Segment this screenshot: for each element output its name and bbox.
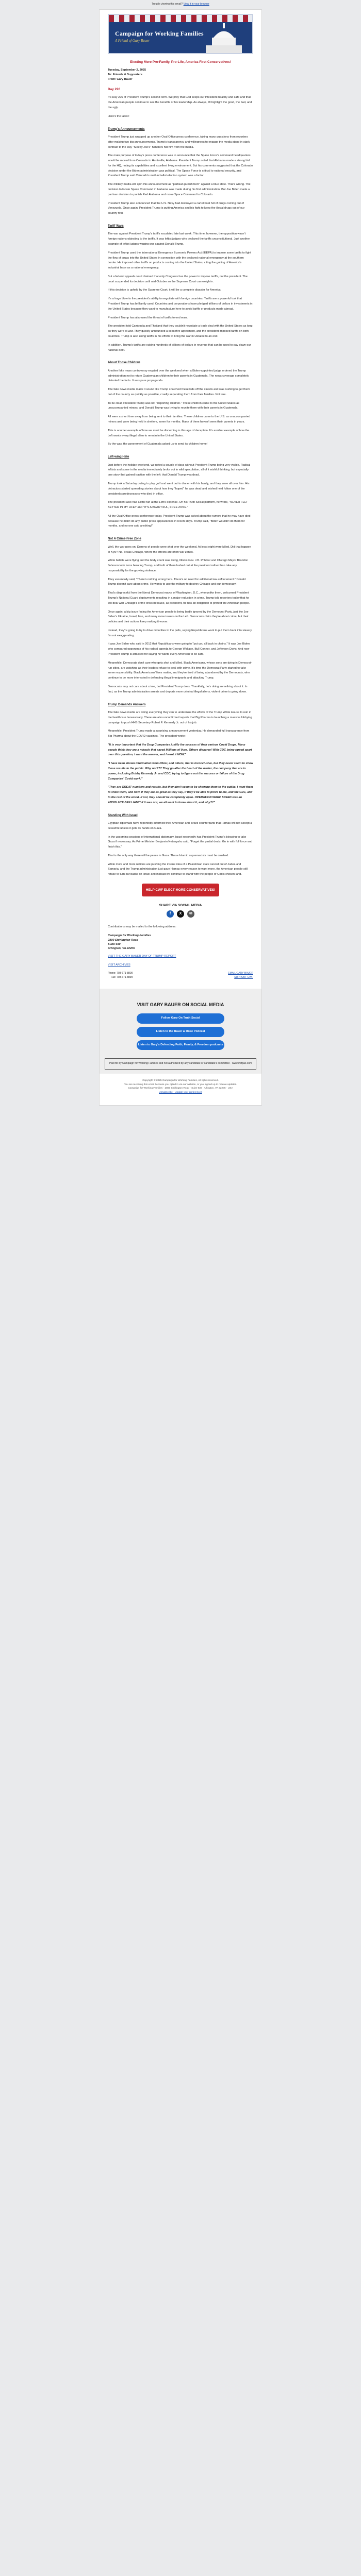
archives-link[interactable]: VISIT ARCHIVES [108, 963, 130, 967]
day-counter: Day 226 [108, 88, 121, 92]
social-follow-block [100, 989, 261, 1074]
bauer-rose-podcast-button[interactable]: Listen to the Bauer & Rose Podcast [137, 1027, 224, 1037]
section-heading: Standing With Israel [108, 814, 138, 817]
paragraph: Meanwhile, Democrats don't care who gets shot and killed. Black Americans, whose sons are dying in Democrat-run cities, are watching as their leaders refuse to deal with crime. It's time the Democrat Party started to take some responsibility. Black Americans' lives matter, and they're tired of being abandoned by the Democrats, who continue to be more interested in defending illegal immigrants and attacking Trump. [108, 661, 252, 680]
brand-name: Campaign for Working Families [115, 30, 204, 37]
section-heading: Trump's Announcements [108, 127, 145, 131]
section-heading: Left-wing Hate [108, 455, 129, 459]
paragraph: It was Joe Biden who said in 2012 that Republicans were going to "put you all back in chains." It was Joe Biden who compared opponents of his radical agenda to George Wallace, Bull Connor, and Jefferson Davis. And now President Trump is attacked for saying he wants every American to be safe. [108, 642, 250, 656]
quote: "They are GREAT numbers and results, but they don't seem to be showing them to the public. I want them to show them, and now. If they are as great as they say, if they'll be able to prove to me, and the CDC, and to the rest of the world. If not, they should be completely open. OPERATION WARP SPEED was an ABSOLUTE BRILLIANT! If it was not, we all want to know about it, and why??" [108, 786, 253, 804]
view-in-browser-bar [0, 0, 361, 9]
paragraph: Another fake news controversy erupted over the weekend when a Biden-appointed judge ordered the Trump administration not to return Guatemalan children to their parents in Guatemala. The news coverage completely distorted the facts. It was pure propaganda. [108, 369, 249, 383]
unsubscribe-link[interactable]: Unsubscribe · Update your preferences [159, 1091, 202, 1094]
address-line: Suite 930 [108, 943, 121, 946]
share-icons [108, 910, 253, 918]
memo-from: From: Gary Bauer [108, 77, 133, 81]
paragraph: Meanwhile, President Trump made a surprising announcement yesterday. He demanded full transparency from Big Pharma about the COVID vaccines. The president wrote: [108, 730, 250, 738]
paragraph: The war against President Trump's tariffs escalated late last week. This time, however, the opposition wasn't foreign nations objecting to the tariffs. It was leftist judges who declared the tariffs unconstitutional. Just another example of leftist judges waging war against Donald Trump. [108, 232, 250, 246]
quote: "It is very important that the Drug Companies justify the success of their various Covid Drugs. Many people think they are a miracle that saved Millions of lives. Others disagree! With CDC being ripped apart over this question, I want the answer, and I want it NOW." [108, 743, 252, 757]
paragraph: White ballots were flying and the body count was rising, Illinois Gov. J.B. Pritzker and Chicago Mayor Brandon Johnson took turns berating Trump, and both of them lashed out at the president rather than take any responsibility for the growing violence. [108, 559, 248, 572]
quote: "I have been shown information from Pfizer, and others, that is inconclusive, but they never seem to show these results to the public. Why not??? They go after the heart of the matter, the company that are in power, including Bobby Kennedy Jr. and CDC, trying to figure out the success or failure of the Drug Companies' Covid work." [108, 762, 253, 781]
paragraph: To be clear, President Trump was not "deporting children." These children came to the United States as unaccompanied minors, and Donald Trump was trying to reunite them with their parents in Guatemala. [108, 401, 240, 410]
paragraph: Well, the war goes on. Dozens of people were shot over the weekend. At least eight were killed. Did that happen in Kyiv? No. It was Chicago, where the streets are often war zones. [108, 545, 251, 554]
section-heading: Trump Demands Answers [108, 703, 146, 706]
paragraph: By the way, the government of Guatemala asked us to send its children home! [108, 443, 208, 446]
contact-info [108, 972, 253, 979]
paragraph: The president also had a little fun at the Left's expense. On his Truth Social platform, he wrote, "NEVER FELT BETTER IN MY LIFE!" and "IT'S A BEAUTIFUL, FREE ZONE." [108, 501, 248, 510]
email-icon[interactable]: ✉ [187, 910, 194, 918]
paragraph: But a federal appeals court claimed that only Congress has the power to impose tariffs, not the president. The court suspended its decision until mid-October so the Supreme Court can weigh in. [108, 275, 248, 283]
paragraph: In addition, Trump's tariffs are raising hundreds of billions of dollars in revenue that can be used to pay down our national debt. [108, 343, 251, 352]
flag-stripes [109, 15, 252, 22]
paragraph: Once again, a big issue facing the American people is being badly ignored by the Democrat Party, just like Joe Biden's Ukraine, Israel, Iran, and many more issues on the Left. Democrats claim they're about crime, but their policies and their actions keep making it worse. [108, 610, 249, 624]
phone-number: Phone: 703-671-8800 [108, 972, 133, 975]
brand-subtitle: A Friend of Gary Bauer [115, 39, 150, 43]
memo-to: To: Friends & Supporters [108, 73, 143, 76]
paragraph: All the Oval Office press conference today, President Trump was asked about the rumors that he may have died because he didn't do any public press appearances in recent days. Trump said, "Biden wouldn't do them for months, and no one said anything!" [108, 514, 251, 528]
paragraph: President Trump has also used the threat of tariffs to end wars. [108, 316, 188, 319]
paragraph: Egyptian diplomats have reportedly informed their American and Israeli counterparts that Hamas will not accept a ceasefire unless it gets its hands on Gaza. [108, 822, 252, 830]
org-address: Campaign for Working Families · 2800 Shirlington Road · Suite 930 · Arlington, VA 22206 · USA [128, 1087, 233, 1090]
paragraph: That's disgraceful from the liberal Democrat mayor of Washington, D.C., who unlike them, welcomed President Trump's National Guard deployments resulting in a major reduction in crime. Trump told reporters today that he will deal with Chicago's crime crisis because, as president, he has an obligation to protect the American people. [108, 591, 250, 605]
section-heading: Not A Crime-Free Zone [108, 537, 141, 541]
address-line: Arlington, VA 22206 [108, 947, 135, 951]
paid-for-disclaimer: Paid for by Campaign for Working Families and not authorized by any candidate or candidate's committee · www.cwfpac.com [105, 1058, 256, 1070]
email-body [100, 68, 261, 989]
paragraph: Trump took a Saturday outing to play golf and went out to dinner with his family, and they were all over him. His detractors started spreading stories about how they "hoped" he was dead and wished he'd follow one of the president's predecessors who died in office. [108, 482, 250, 496]
article-sections [108, 95, 253, 877]
tagline: Electing More Pro-Family, Pro-Life, America First Conservatives! [130, 60, 231, 64]
optin-note: You are receiving this email because you opted in via our website, or you signed up to receive updates. [124, 1083, 237, 1086]
paragraph: Here's the latest: [108, 114, 129, 118]
view-in-browser-link[interactable]: View it in your browser [183, 3, 209, 6]
x-icon[interactable]: X [177, 910, 184, 918]
support-cwf-link[interactable]: SUPPORT CWF [234, 975, 253, 979]
paragraph: While more and more nations are pushing the insane idea of a Palestinian state carved out of Judea and Samaria, and the Trump administration just gave Hamas every reason to want more, the American people still refuse to turn our backs on Israel and instead we continue to stand with the people of God's chosen land. [108, 862, 248, 876]
facebook-icon[interactable]: f [167, 910, 174, 918]
mailing-address [108, 934, 253, 951]
paragraph: The main purpose of today's press conference was to announce that the Space Force's command headquarters would be moved from Colorado to Huntsville, Alabama. President Trump noted that Alabama made a strong bid for the HQ, noting its capabilities and excellent living environment. But his comments suggested that the Colorado decision under the Biden administration was political. The Space Force is critical to national security, and President Trump said Colorado's mail-in ballot election system was a factor. [108, 154, 253, 178]
visit-social-heading: VISIT GARY BAUER ON SOCIAL MEDIA [137, 1002, 224, 1008]
defending-faith-podcast-button[interactable]: Listen to Gary's Defending Faith, Family, & Freedom podcasts [137, 1040, 224, 1050]
header-banner [108, 14, 253, 54]
fax-number: Fax: 703-671-8899 [111, 975, 133, 979]
topbar-text: Trouble viewing this email? [152, 3, 184, 6]
contrib-note: Contributions may be mailed to the following address: [108, 925, 176, 929]
paragraph: In the upcoming sessions of international diplomacy, Israel reportedly has President Trump's blessing to take Gaza if necessary. As Prime Minister Benjamin Netanyahu said, "Forget the partial deals. Go in with full force and finish this." [108, 835, 253, 849]
paragraph: That is the only way there will be peace in Gaza. These Islamic supremacists must be crushed. [108, 854, 229, 857]
paragraph: The military media will spin this announcement as "partisan punishment" against a blue state. That's wrong. The decision to locate Space Command in Alabama was made during his first administration. But Joe Biden made a partisan decision to punish Red Alabama and move Space Command to Colorado. [108, 183, 251, 196]
paragraph: The president told Cambodia and Thailand that they couldn't negotiate a trade deal with the United States as long as they were at war. They quickly announced a ceasefire agreement, and the president imposed tariffs on both countries. Trump is also using tariffs in his efforts to bring the war in Ukraine to an end. [108, 325, 253, 338]
paragraph: It's a huge blow to the president's ability to negotiate with foreign countries. Tariffs are a powerful tool that President Trump has brilliantly used. Countries and corporations have pledged trillions of dollars in investments in the United States because they want to manufacture here to avoid tariffs or products made abroad. [108, 297, 253, 311]
copyright: Copyright © 2025 Campaign for Working Families, All rights reserved. [142, 1079, 219, 1082]
memo-date: Tuesday, September 2, 2025 [108, 69, 146, 72]
email-gary-link[interactable]: EMAIL GARY BAUER [228, 972, 253, 975]
paragraph: This is another example of how we must be discerning in this age of deception. It's another example of how the Left wants every illegal alien to remain in the United States. [108, 429, 250, 437]
paragraph: Democrats may not care about crime, but President Trump does. Thankfully, he's doing something about it. In fact, as the Trump administration arrests and deports more criminal illegal aliens, violent crime is going down. [108, 685, 248, 693]
paragraph: They essentially said, "There's nothing wrong here. There's no need for additional law enforcement." Donald Trump doesn't care about crime. He wants to use the military to destroy Chicago and our democracy! [108, 578, 246, 586]
address-line: 2800 Shirlington Road [108, 938, 139, 942]
truth-social-button[interactable]: Follow Gary On Truth Social [137, 1013, 224, 1024]
share-heading: SHARE VIA SOCIAL MEDIA [159, 904, 202, 908]
donate-button[interactable]: HELP CWF ELECT MORE CONSERVATIVES! [142, 884, 219, 896]
paragraph: If this decision is upheld by the Supreme Court, it will be a complete disaster for America. [108, 289, 222, 292]
paragraph: President Trump also announced that the U.S. Navy had destroyed a cartel boat full of drugs coming out of Venezuela. Once again, President Trump is putting America and his fight to keep the illegal drugs out of our country first. [108, 201, 245, 215]
paragraph: President Trump used the International Emergency Economic Powers Act (IEEPA) to impose some tariffs to fight the flow of drugs into the United States in connection with the declared national emergency at the southern border. He imposed other tariffs on products coming into the United States, citing the gutting of America's industrial base as a national emergency. [108, 251, 251, 270]
section-heading: Tariff Wars [108, 224, 124, 228]
paragraph: The fake news media made it sound like Trump snatched these kids off the streets and was rushing to get them out of the country as quickly as possible, cruelly separating them from their families. Not true. [108, 388, 250, 396]
paragraph: All were a short time away from being sent to their families. These children came to the U.S. as unaccompanied minors and were being held in shelters, some for months. Many of them haven't seen their parents in years. [108, 415, 250, 424]
paragraph: Instead, they're going to try to drive minorities to the polls, saying Republicans want to put them back into slavery. I'm not exaggerating. [108, 629, 253, 637]
capitol-dome-icon [201, 22, 247, 53]
legal-footer [100, 1074, 261, 1105]
paragraph: The fake news media are doing everything they can to undermine the efforts of the Trump White House to rein in the healthcare bureaucracy. There are also unconfirmed reports that Big Pharma is launching a massive lobbying campaign to push HHS Secretary Robert F. Kennedy Jr. out of his job. [108, 711, 252, 724]
paragraph: Just before the holiday weekend, we noted a couple of days without President Trump being very visible. Radical leftists and some in the media immediately broke out in wild speculation, all of it wishful thinking, but especially one story that gained traction with the left: that Donald Trump was dead. [108, 463, 251, 477]
email-container [99, 9, 262, 1106]
paragraph: President Trump just wrapped up another Oval Office press conference, taking many questions from reporters after making two big announcements. Trump's transparency and willingness to engage the media stand in stark contrast to the way "Sleepy Joe's" handlers hid him from the media. [108, 135, 250, 149]
section-heading: About Those Children [108, 361, 140, 365]
report-link[interactable]: VISIT THE GARY BAUER DAY OF TRUMP REPORT [108, 954, 176, 958]
paragraph: It's Day 226 of President Trump's second term. We pray that God keeps our President healthy and safe and that the American people continue to see the benefits of his leadership. As always, I'll highlight the good, the bad, and the ugly. [108, 96, 252, 109]
memo-header [108, 68, 253, 81]
address-line: Campaign for Working Families [108, 934, 151, 938]
